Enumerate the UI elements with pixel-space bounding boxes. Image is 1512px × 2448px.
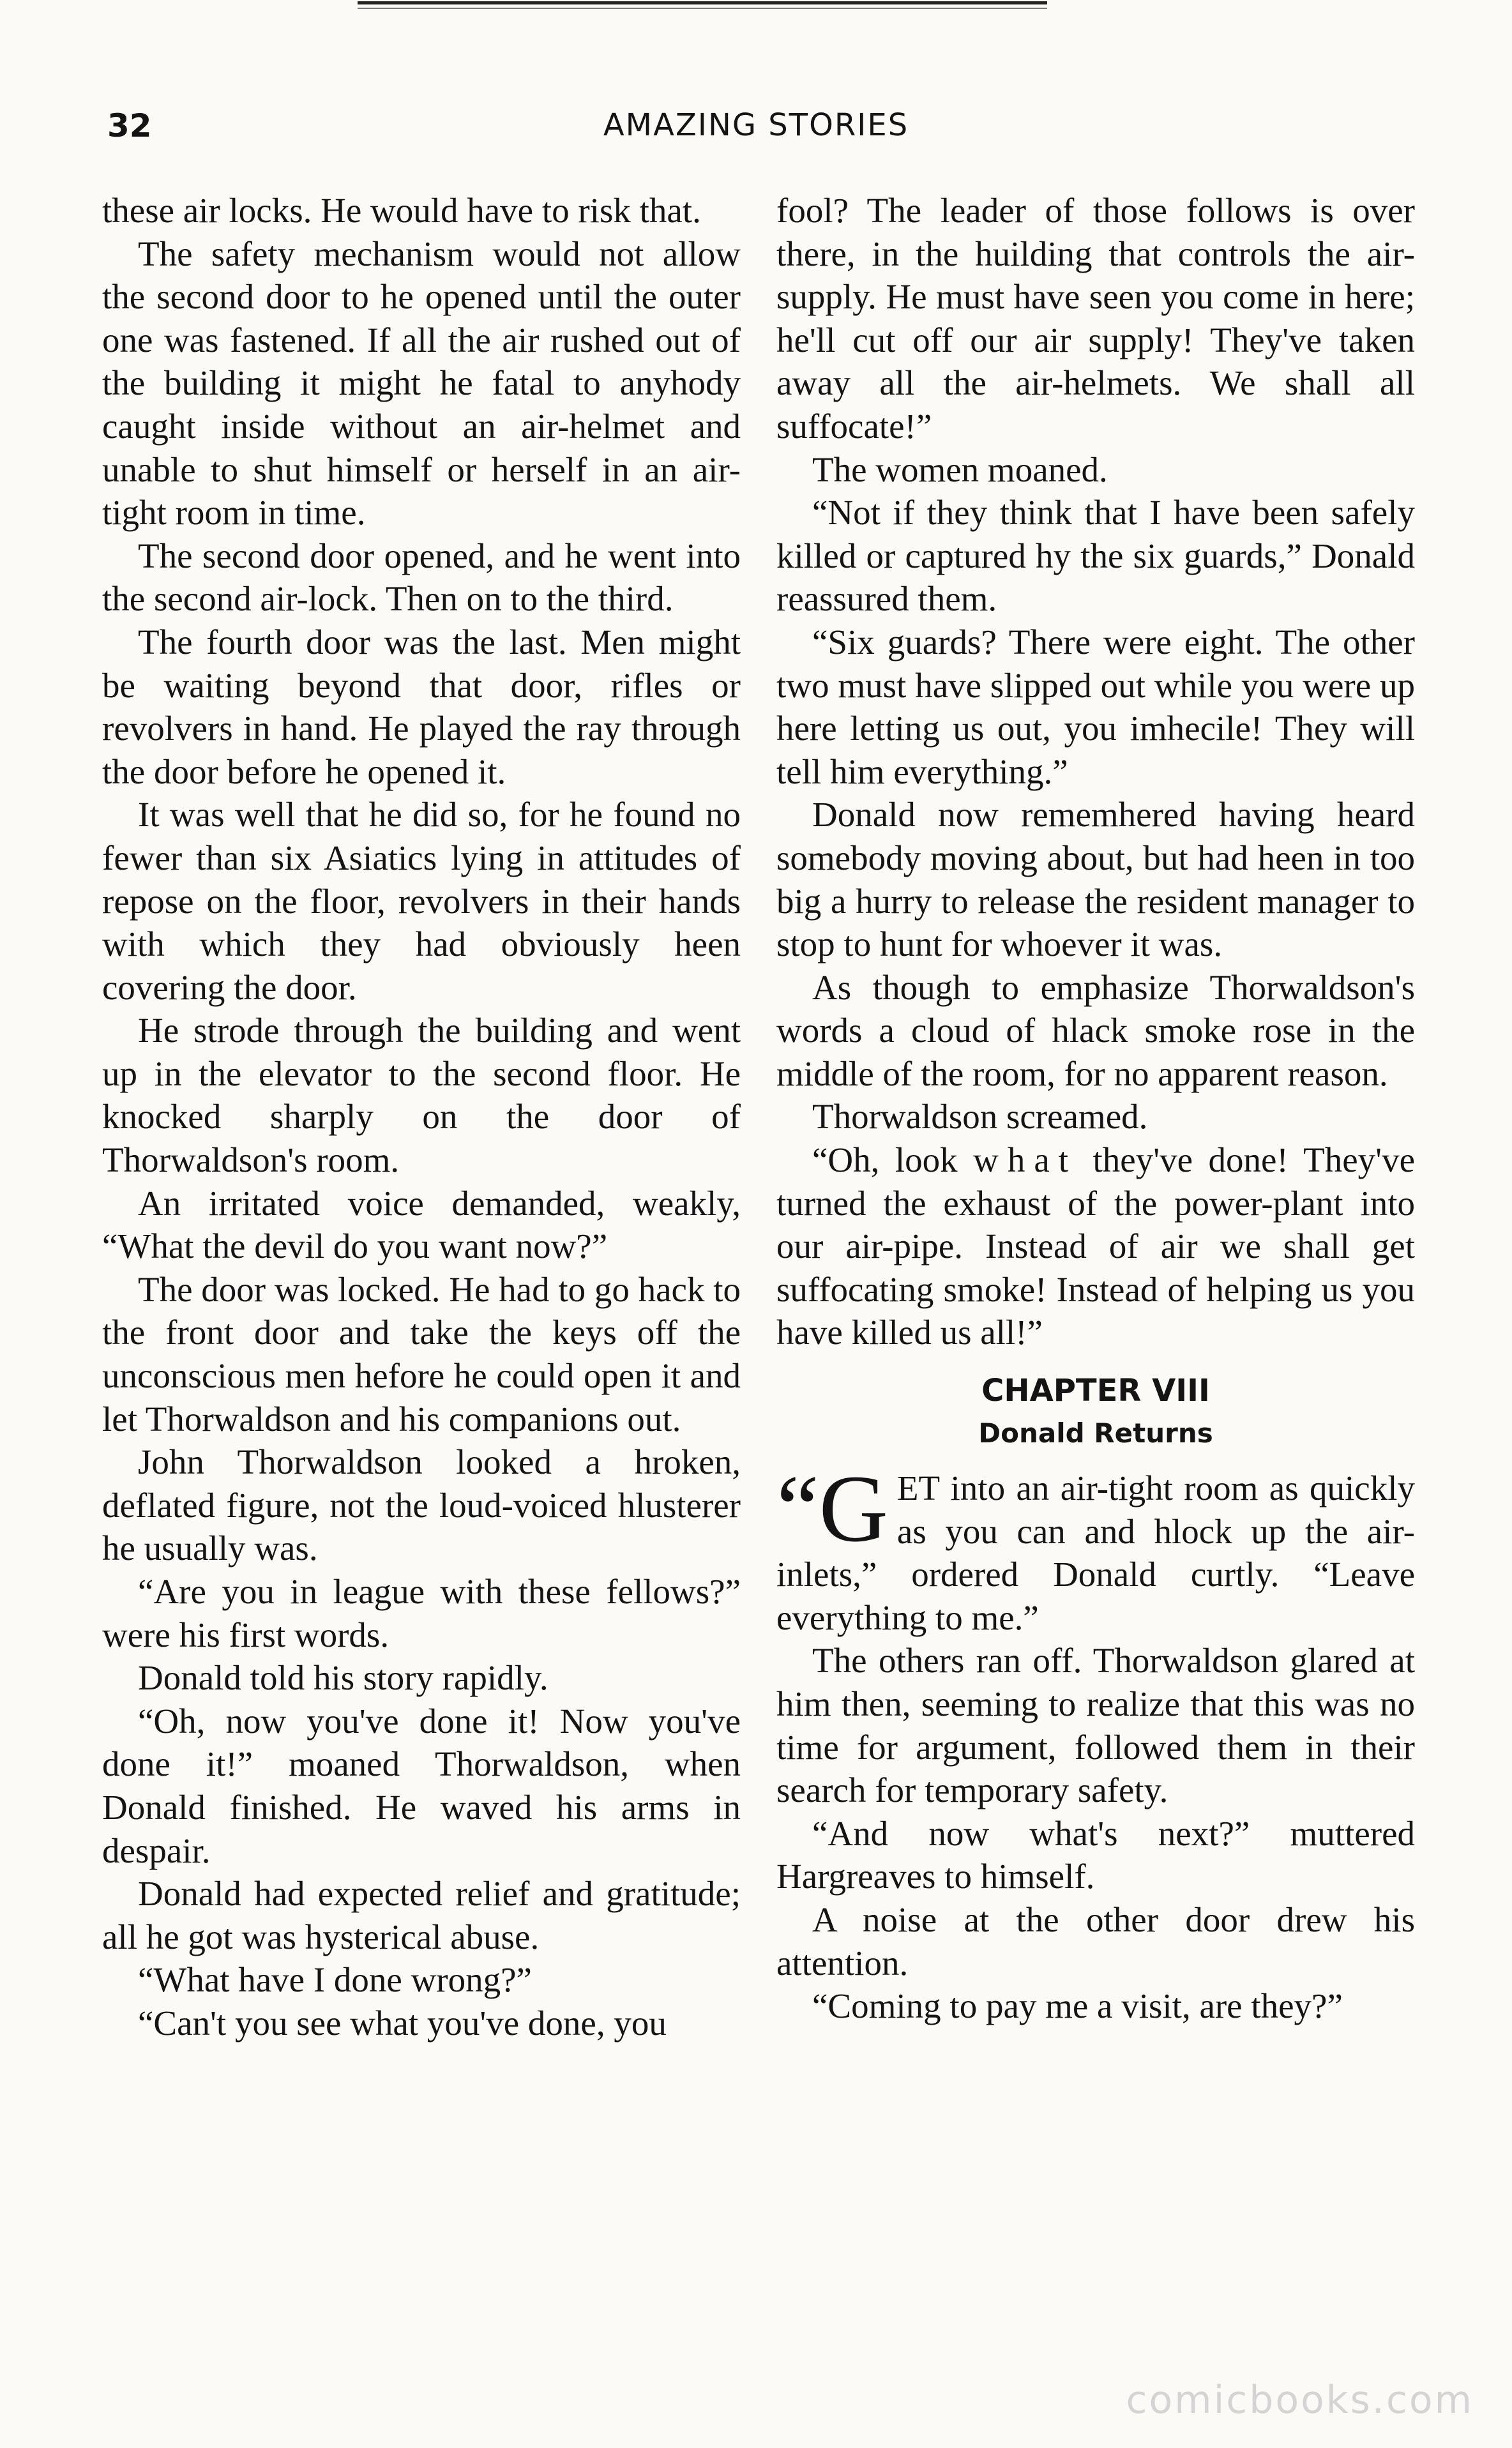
scream-emphasis: what [973,1140,1078,1180]
top-rule [358,1,1047,4]
drop-cap-letter: G [819,1456,888,1562]
paragraph: “Coming to pay me a visit, are they?” [812,1986,1343,2026]
paragraph: John Thorwaldson looked a hroken, deflated figure, not the loud-voiced hlusterer he usually was. [102,1442,741,1568]
paragraph: The fourth door was the last. Men might be waiting beyond that door, rifles or revolvers in hand. He played the ray through the door before he opened it. [102,622,741,791]
chapter-opening [776,1456,1415,1639]
paragraph: Donald had expected relief and gratitude; all he got was hysterical abuse. [102,1874,741,1956]
paragraph: It was well that he did so, for he found no fewer than six Asiatics lying in attitudes of repose on the floor, revolvers in their hands with which they had obviously heen covering the door. [102,795,741,1007]
left-column [102,189,741,2045]
paragraph: “Are you in league with these fellows?” were his first words. [102,1572,741,1654]
paragraph [776,1138,1415,1354]
paragraph: Donald told his story rapidly. [138,1658,548,1698]
paragraph: An irritated voice demanded, weakly, “What the devil do you want now?” [102,1183,741,1266]
top-rule-thin [358,8,1047,9]
paragraph: “Can't you see what you've done, you [138,2003,667,2043]
watermark: comicbooks.com [1126,2378,1474,2422]
drop-cap [776,1456,888,1562]
paragraph: Thorwaldson screamed. [812,1097,1148,1137]
running-title: AMAZING STORIES [603,107,909,143]
page-number: 32 [107,107,152,144]
paragraph: He strode through the building and went up in the elevator to the second floor. He knocked sharply on the door of Thorwaldson's room. [102,1011,741,1180]
paragraph: The women moaned. [812,450,1108,489]
paragraph: fool? The leader of those follows is over there, in the huilding that controls the air-supply. He must have seen you come in here; he'll cut off our air supply! They've taken away all the air-helmets. We shall all suffocate!” [776,191,1415,446]
paragraph: Donald now rememhered having heard somebody moving about, but had heen in too big a hurry to release the resident manager to stop to hunt for whoever it was. [776,795,1415,964]
page-header [107,107,1405,158]
paragraph: The safety mechanism would not allow the second door to he opened until the outer one was fastened. If all the air rushed out of the building it might he fatal to anyhody caught inside without an air-helmet and unable to shut himself or herself in an air-tight room in time. [102,234,741,533]
paragraph: “Oh, now you've done it! Now you've done it!” moaned Thorwaldson, when Donald finished. He waved his arms in despair. [102,1701,741,1870]
paragraph: The second door opened, and he went into the second air-lock. Then on to the third. [102,536,741,619]
paragraph: “Six guards? There were eight. The other two must have slipped out while you were up here letting us out, you imhecile! They will tell him everything.” [776,622,1415,791]
paragraph: A noise at the other door drew his attention. [776,1900,1415,1983]
paragraph: “Not if they think that I have been safely killed or captured hy the six guards,” Donald reassured them. [776,493,1415,619]
scream-pre: “Oh, look [812,1140,958,1180]
paragraph: “And now what's next?” muttered Hargreaves to himself. [776,1813,1415,1896]
paragraph: these air locks. He would have to risk that. [102,191,701,230]
chapter-subtitle: Donald Returns [978,1417,1213,1449]
paragraph: As though to emphasize Thorwaldson's words a cloud of hlack smoke rose in the middle of the room, for no apparent reason. [776,967,1415,1093]
paragraph: The door was locked. He had to go hack to the front door and take the keys off the unconscious men hefore he could open it and let Thorwaldson and his companions out. [102,1269,741,1439]
paragraph: ET into an air-tight room as quickly as you can and hlock up the air-inlets,” ordered Donald curtly. “Leave everything to me.” [776,1469,1415,1637]
paragraph: The others ran off. Thorwaldson glared at him then, seeming to realize that this was no time for argument, followed them in their search for temporary safety. [776,1641,1415,1810]
paragraph: “What have I done wrong?” [138,1960,532,2000]
scream-post: they've done! They've turned the exhaust of the power-plant into our air-pipe. Instead of air we shall get suffocating smoke! Instead of helping us you have killed us all!” [776,1140,1416,1352]
right-column [776,189,1415,2028]
drop-cap-quote: “ [776,1456,819,1562]
chapter-title: CHAPTER VIII [981,1373,1210,1409]
